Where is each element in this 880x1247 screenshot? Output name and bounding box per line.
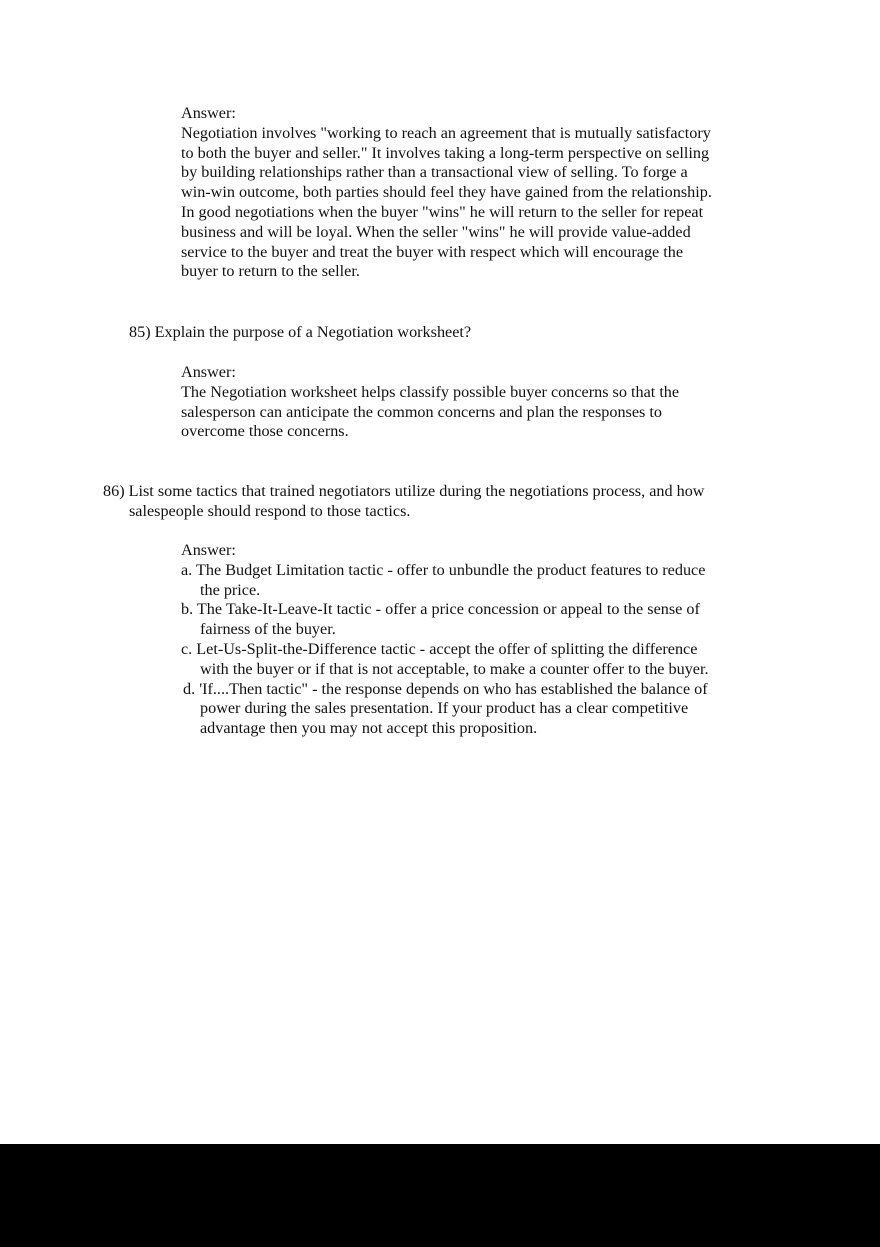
answer-list-item-c xyxy=(181,640,801,680)
list-item-line: with the buyer or if that is not acceptable, to make a counter offer to the buyer. xyxy=(200,659,709,678)
question-text: 85) Explain the purpose of a Negotiation worksheet? xyxy=(129,323,472,341)
answer-line: business and will be loyal. When the seller "wins" he will provide value-added xyxy=(181,222,691,241)
answer-line: The Negotiation worksheet helps classify possible buyer concerns so that the xyxy=(181,382,680,401)
list-item-line: d. 'If....Then tactic" - the response depends on who has established the balance of xyxy=(183,679,708,698)
answer-line: salesperson can anticipate the common concerns and plan the responses to xyxy=(181,402,662,421)
q85-answer-block xyxy=(181,363,781,442)
question-text-continued: salespeople should respond to those tactics. xyxy=(129,501,411,520)
list-item-line: a. The Budget Limitation tactic - offer to unbundle the product features to reduce xyxy=(181,560,706,579)
page-bottom-black-band xyxy=(0,1144,880,1247)
answer-line: to both the buyer and seller." It involves taking a long-term perspective on selling xyxy=(181,143,710,162)
answer-line: buyer to return to the seller. xyxy=(181,262,360,281)
answer-label: Answer: xyxy=(181,104,236,122)
answer-list-item-a xyxy=(181,561,801,601)
list-item-line: b. The Take-It-Leave-It tactic - offer a price concession or appeal to the sense of xyxy=(181,600,700,619)
q84-answer-block xyxy=(181,104,781,282)
list-item-line: c. Let-Us-Split-the-Difference tactic - accept the offer of splitting the difference xyxy=(181,639,698,658)
answer-line: win-win outcome, both parties should feel they have gained from the relationship. xyxy=(181,183,712,202)
list-item-line: advantage then you may not accept this proposition. xyxy=(200,719,538,738)
answer-label: Answer: xyxy=(181,363,236,381)
question-85 xyxy=(129,323,779,343)
q86-answer-block xyxy=(181,541,801,739)
list-item-line: fairness of the buyer. xyxy=(200,620,336,639)
answer-line: In good negotiations when the buyer "wins" he will return to the seller for repeat xyxy=(181,202,704,221)
answer-line: service to the buyer and treat the buyer with respect which will encourage the xyxy=(181,242,684,261)
answer-line: by building relationships rather than a transactional view of selling. To forge a xyxy=(181,163,688,182)
answer-list-item-d xyxy=(181,680,801,739)
list-item-line: power during the sales presentation. If your product has a clear competitive xyxy=(200,699,689,718)
answer-label: Answer: xyxy=(181,541,236,559)
answer-list-item-b xyxy=(181,600,801,640)
question-86 xyxy=(103,482,803,522)
answer-line: overcome those concerns. xyxy=(181,422,349,441)
list-item-line: the price. xyxy=(200,580,261,599)
question-text: 86) List some tactics that trained negotiators utilize during the negotiations process, and how xyxy=(103,482,705,500)
answer-line: Negotiation involves "working to reach an agreement that is mutually satisfactory xyxy=(181,123,711,142)
